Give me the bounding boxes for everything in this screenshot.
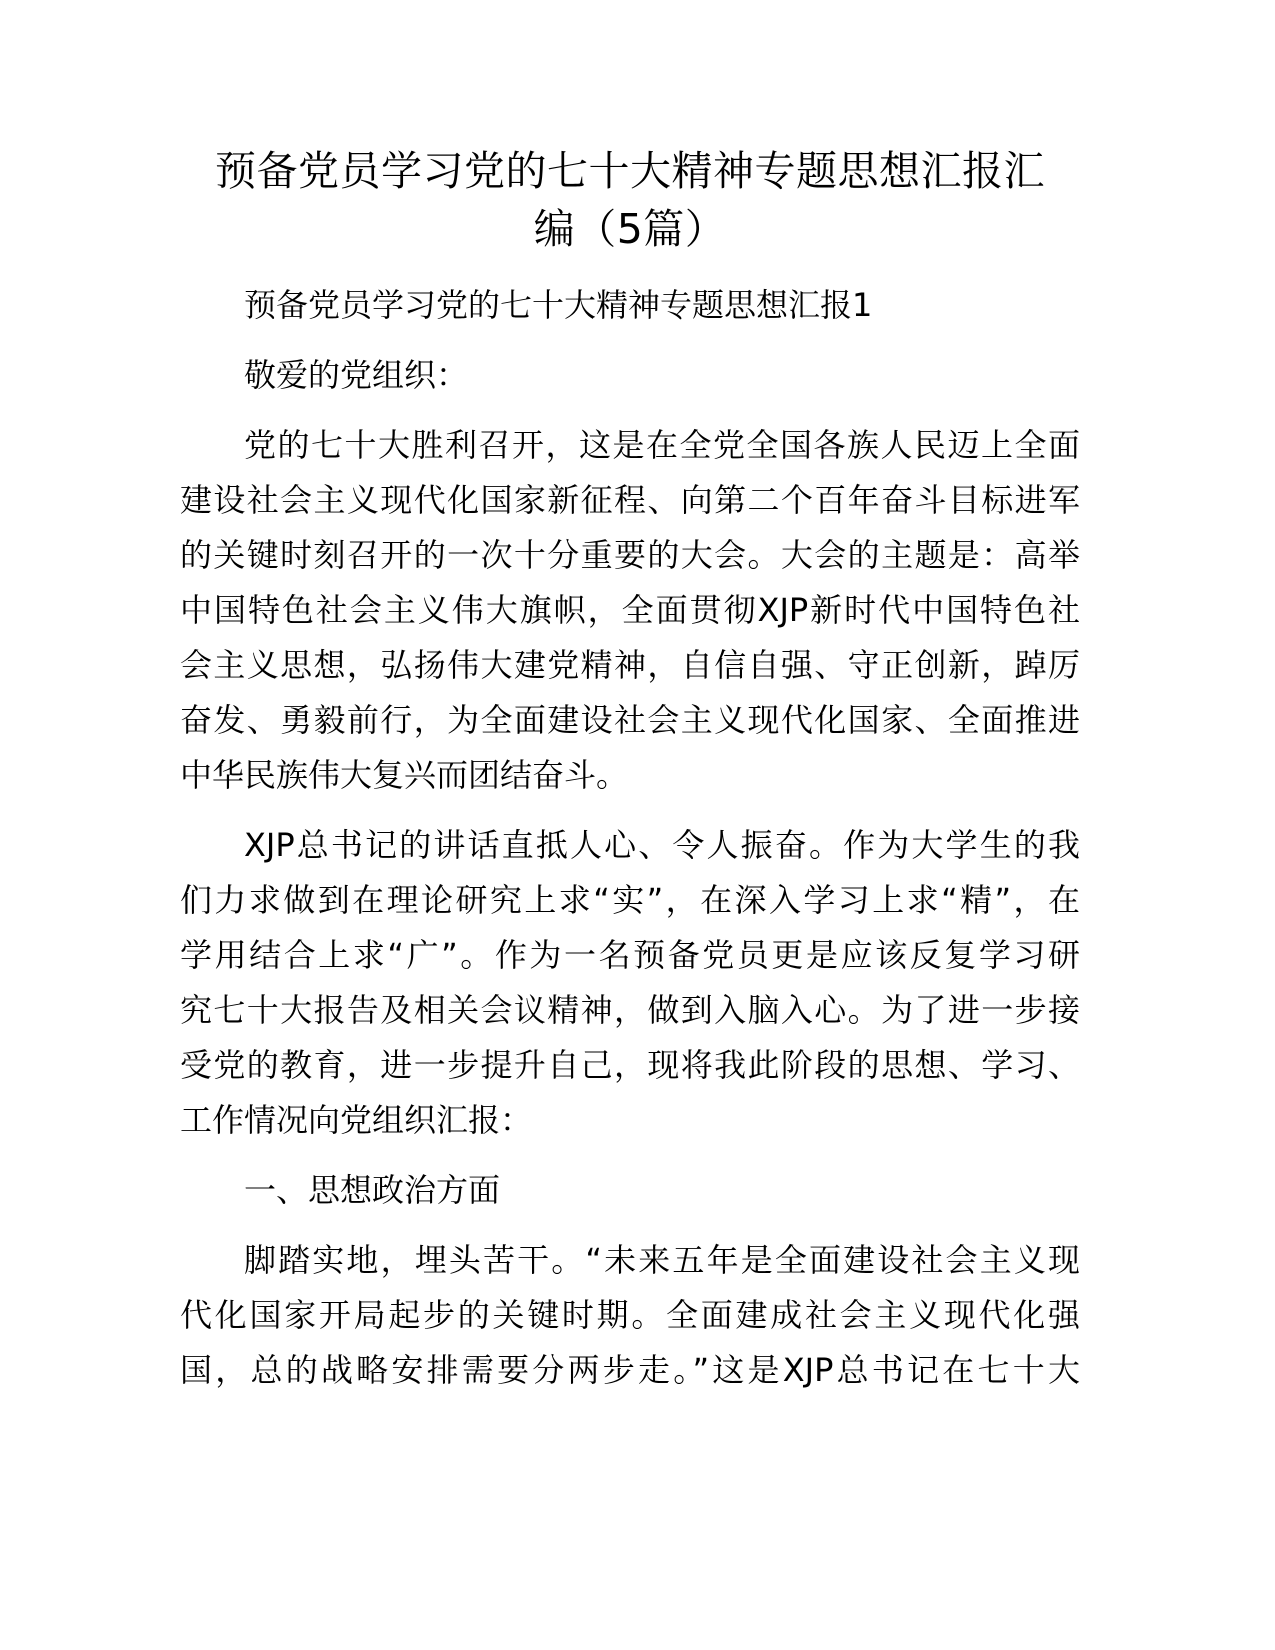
text-line: 中国特色社会主义伟大旗帜，全面贯彻XJP新时代中国特色社	[180, 591, 1080, 629]
text-line: 代化国家开局起步的关键时期。全面建成社会主义现代化强	[180, 1296, 1080, 1334]
text-line: 预备党员学习党的七十大精神专题思想汇报1	[244, 286, 873, 324]
text-line: XJP总书记的讲话直抵人心、令人振奋。作为大学生的我	[244, 826, 1080, 864]
body-paragraph	[180, 418, 1080, 803]
text-line: 党的七十大胜利召开，这是在全党全国各族人民迈上全面	[244, 426, 1080, 464]
document-title	[180, 142, 1080, 258]
text-line: 的关键时刻召开的一次十分重要的大会。大会的主题是：高举	[180, 536, 1080, 574]
title-line: 编（5篇）	[533, 205, 727, 253]
text-line: 学用结合上求“广”。作为一名预备党员更是应该反复学习研	[180, 936, 1080, 974]
text-line: 中华民族伟大复兴而团结奋斗。	[180, 756, 629, 794]
text-line: 建设社会主义现代化国家新征程、向第二个百年奋斗目标进军	[180, 481, 1080, 519]
salutation	[180, 348, 1080, 403]
text-line: 受党的教育，进一步提升自己，现将我此阶段的思想、学习、	[180, 1046, 1080, 1084]
text-line: 奋发、勇毅前行，为全面建设社会主义现代化国家、全面推进	[180, 701, 1080, 739]
text-line: 究七十大报告及相关会议精神，做到入脑入心。为了进一步接	[180, 991, 1080, 1029]
text-line: 一、思想政治方面	[244, 1171, 501, 1209]
body-paragraph	[180, 1233, 1080, 1398]
document-body	[180, 278, 1080, 1413]
text-line: 工作情况向党组织汇报：	[180, 1101, 533, 1139]
section-heading	[180, 1163, 1080, 1218]
text-line: 们力求做到在理论研究上求“实”，在深入学习上求“精”，在	[180, 881, 1080, 919]
title-line: 预备党员学习党的七十大精神专题思想汇报汇	[215, 147, 1045, 195]
text-line: 敬爱的党组织：	[244, 356, 469, 394]
text-line: 会主义思想，弘扬伟大建党精神，自信自强、守正创新，踔厉	[180, 646, 1080, 684]
text-line: 脚踏实地，埋头苦干。“未来五年是全面建设社会主义现	[244, 1241, 1080, 1279]
report-heading	[180, 278, 1080, 333]
body-paragraph	[180, 818, 1080, 1148]
text-line: 国，总的战略安排需要分两步走。”这是XJP总书记在七十大	[180, 1351, 1080, 1389]
